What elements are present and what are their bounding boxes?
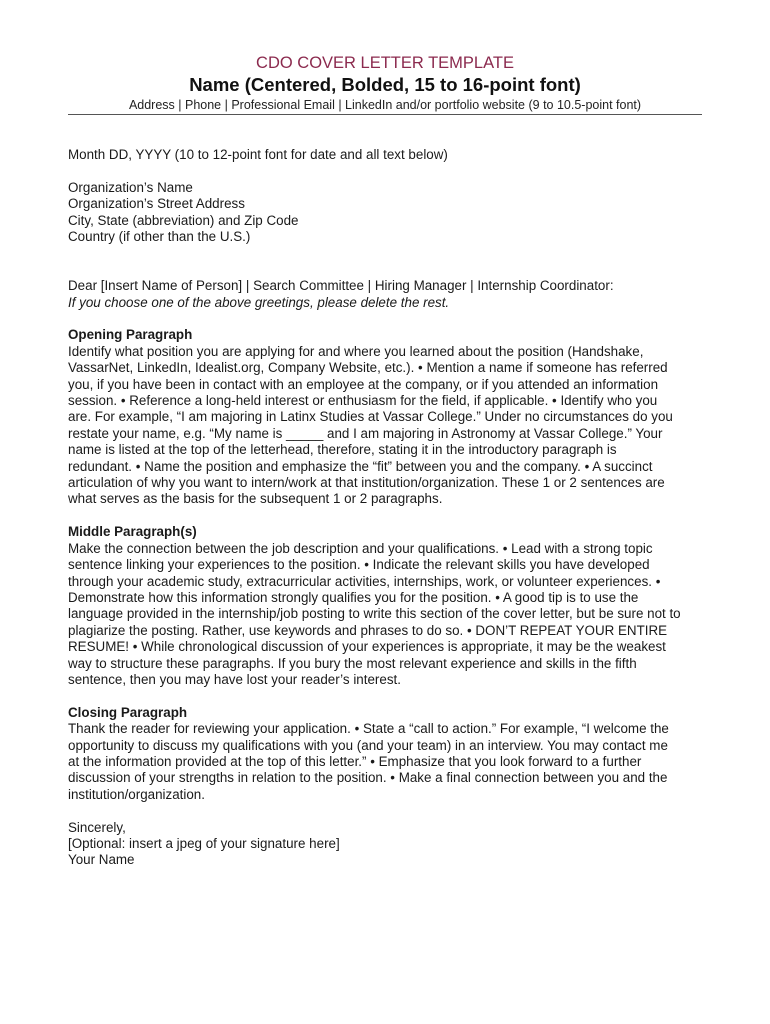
- opening-line: Identify what position you are applying for and where you learned about the position (Handshake,: [68, 343, 644, 359]
- organization-name: Organization’s Name: [68, 179, 193, 195]
- organization-address: [68, 180, 708, 246]
- closing-paragraph: [68, 705, 708, 803]
- opening-line: you, if you have been in contact with an employee at the company, or if you attended an information: [68, 376, 659, 392]
- closing-line: Thank the reader for reviewing your application. • State a “call to action.” For example, “I welcome the: [68, 721, 669, 737]
- signoff: [68, 820, 708, 869]
- contact-line: Address | Phone | Professional Email | LinkedIn and/or portfolio website (9 to 10.5-point font): [128, 98, 642, 112]
- closing-line: institution/organization.: [68, 786, 205, 802]
- middle-paragraph: [68, 524, 708, 688]
- middle-line: way to structure these paragraphs. If you bury the most relevant experience and skills in the fifth: [68, 655, 637, 671]
- date-line: Month DD, YYYY (10 to 12-point font for date and all text below): [68, 147, 448, 162]
- middle-line: Make the connection between the job description and your qualifications. • Lead with a strong topic: [68, 540, 653, 556]
- middle-line: sentence linking your experiences to the position. • Indicate the relevant skills you have developed: [68, 557, 650, 573]
- closing-line: discussion of your strengths in relation to the position. • Make a final connection between you and the: [68, 770, 668, 786]
- letterhead: [68, 54, 702, 114]
- middle-line: through your academic study, extracurricular activities, internships, work, or volunteer experiences. •: [68, 573, 661, 589]
- middle-heading: Middle Paragraph(s): [68, 524, 197, 540]
- valediction: Sincerely,: [68, 819, 126, 835]
- opening-line: articulation of why you want to intern/work at that institution/organization. These 1 or 2 sentences are: [68, 475, 665, 491]
- opening-line: VassarNet, LinkedIn, Idealist.org, Company Website, etc.). • Mention a name if someone has referred: [68, 360, 668, 376]
- closing-line: at the information provided at the top of this letter.” • Emphasize that you look forward to a further: [68, 753, 642, 769]
- applicant-name-heading: Name (Centered, Bolded, 15 to 16-point font): [189, 74, 581, 95]
- opening-line: session. • Reference a long-held interest or enthusiasm for the field, if applicable. • Identify who you: [68, 393, 658, 409]
- letter-body: [68, 147, 708, 869]
- opening-paragraph: [68, 327, 708, 507]
- organization-street: Organization’s Street Address: [68, 196, 245, 212]
- middle-line: plagiarize the posting. Rather, use keywords and phrases to do so. • DON’T REPEAT YOUR ENTIRE: [68, 622, 668, 638]
- letterhead-divider: [68, 114, 702, 115]
- middle-line: Demonstrate how this information strongly qualifies you for the position. • A good tip is to use the: [68, 589, 639, 605]
- closing-line: opportunity to discuss my qualifications with you (and your team) in an interview. You may contact me: [68, 737, 668, 753]
- opening-line: restate your name, e.g. “My name is _____ and I am majoring in Astronomy at Vassar College.” Your: [68, 425, 663, 441]
- organization-city: City, State (abbreviation) and Zip Code: [68, 212, 299, 228]
- signer-name: Your Name: [68, 852, 135, 868]
- opening-heading: Opening Paragraph: [68, 327, 193, 343]
- template-title: CDO COVER LETTER TEMPLATE: [256, 54, 514, 72]
- middle-line: sentence, then you may have lost your reader’s interest.: [68, 671, 401, 687]
- opening-line: what serves as the basis for the subsequent 1 or 2 paragraphs.: [68, 491, 443, 507]
- greeting-note: If you choose one of the above greetings, please delete the rest.: [68, 294, 450, 310]
- greeting: [68, 278, 708, 311]
- opening-line: name is listed at the top of the letterhead, therefore, stating it in the introductory paragraph is: [68, 442, 617, 458]
- opening-line: redundant. • Name the position and emphasize the “fit” between you and the company. • A succinct: [68, 458, 653, 474]
- signature-note: [Optional: insert a jpeg of your signature here]: [68, 835, 340, 851]
- middle-line: RESUME! • While chronological discussion of your experiences is appropriate, it may be the weakest: [68, 639, 666, 655]
- opening-line: are. For example, “I am majoring in Latinx Studies at Vassar College.” Under no circumstances do you: [68, 409, 673, 425]
- organization-country: Country (if other than the U.S.): [68, 229, 251, 245]
- middle-line: language provided in the internship/job posting to write this section of the cover letter, but be sure not to: [68, 606, 681, 622]
- greeting-line: Dear [Insert Name of Person] | Search Committee | Hiring Manager | Internship Coordinator:: [68, 278, 614, 294]
- closing-heading: Closing Paragraph: [68, 704, 188, 720]
